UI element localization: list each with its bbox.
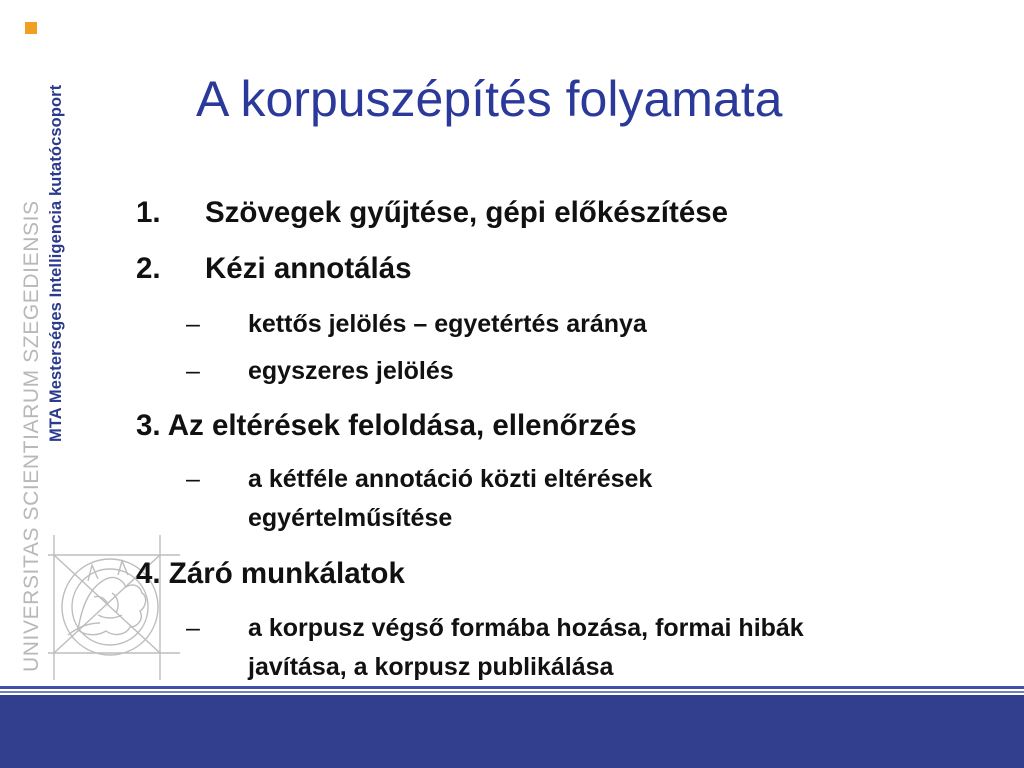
list-item-text: Szövegek gyűjtése, gépi előkészítése xyxy=(205,196,729,229)
university-label: UNIVERSITAS SCIENTIARUM SZEGEDIENSIS xyxy=(20,200,43,672)
sub-item-text-line1: a korpusz végső formába hozása, formai hibák xyxy=(248,614,804,642)
list-item-4: 4. Záró munkálatok xyxy=(136,557,405,590)
list-item-text: Kézi annotálás xyxy=(205,252,412,285)
sub-item-text: egyszeres jelölés xyxy=(248,357,454,385)
dash-bullet: – xyxy=(186,465,200,493)
footer-divider xyxy=(0,686,1024,689)
list-item-3: 3. Az eltérések feloldása, ellenőrzés xyxy=(136,409,637,442)
footer-divider xyxy=(0,691,1024,693)
dash-bullet: – xyxy=(186,310,200,338)
dash-bullet: – xyxy=(186,357,200,385)
mta-group-label: MTA Mesterséges Intelligencia kutatócsoport xyxy=(47,84,65,442)
sub-item-text-line2: egyértelműsítése xyxy=(248,504,453,532)
dash-bullet: – xyxy=(186,614,200,642)
list-number: 1. xyxy=(136,196,161,229)
sub-item-text: kettős jelölés – egyetértés aránya xyxy=(248,310,647,338)
footer-bar xyxy=(0,695,1024,768)
list-number: 2. xyxy=(136,252,161,285)
slide-title: A korpuszépítés folyamata xyxy=(196,71,783,127)
orange-square-logo xyxy=(25,22,37,34)
sub-item-text-line1: a kétféle annotáció közti eltérések xyxy=(248,465,653,493)
sub-item-text-line2: javítása, a korpusz publikálása xyxy=(248,653,614,681)
